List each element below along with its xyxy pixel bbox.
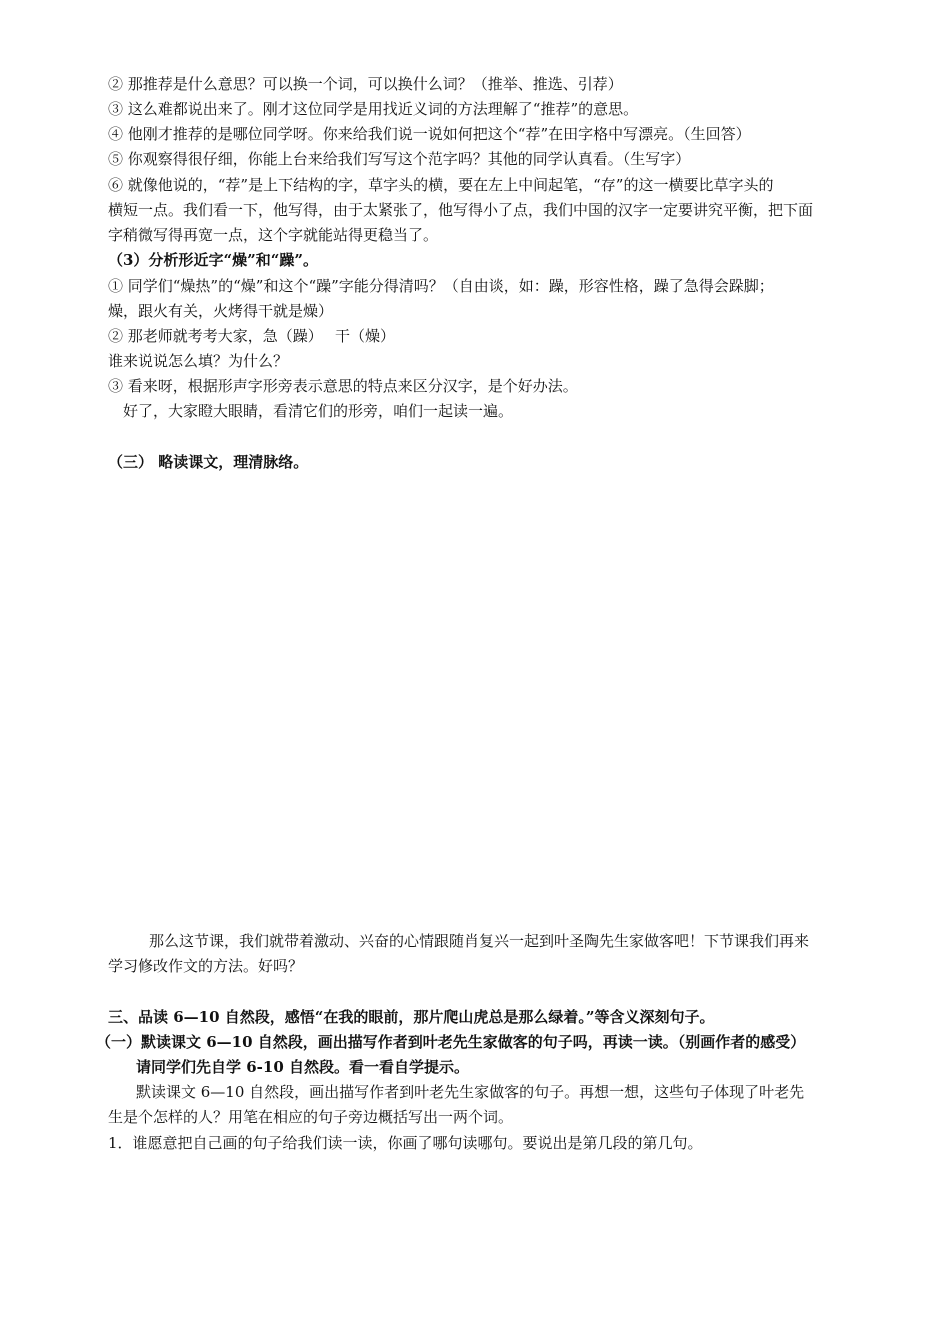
text-line: ② 那推荐是什么意思？可以换一个词，可以换什么词？（推举、推选、引荐） — [108, 75, 623, 93]
text-line: 字稍微写得再宽一点，这个字就能站得更稳当了。 — [108, 226, 439, 244]
text-line: ④ 他刚才推荐的是哪位同学呀。你来给我们说一说如何把这个“荐”在田字格中写漂亮。（生回答） — [108, 125, 751, 143]
text-line: 那么这节课，我们就带着激动、兴奋的心情跟随肖复兴一起到叶圣陶先生家做客吧！下节课我们再来 — [134, 932, 810, 950]
sub-heading: （3）分析形近字“燥”和“躁”。 — [108, 251, 318, 269]
section-heading: 三、品读 6—10 自然段，感悟“在我的眼前，那片爬山虎总是那么绿着。”等含义深刻句子。 — [108, 1008, 715, 1026]
sub-heading: 请同学们先自学 6-10 自然段。看一看自学提示。 — [136, 1058, 469, 1076]
text-line: 生是个怎样的人？用笔在相应的句子旁边概括写出一两个词。 — [108, 1108, 514, 1126]
text-line: 横短一点。我们看一下，他写得，由于太紧张了，他写得小了点，我们中国的汉字一定要讲究平衡，把下面 — [108, 201, 814, 219]
text-line: 学习修改作文的方法。好吗？ — [108, 957, 304, 975]
text-line: 默读课文 6—10 自然段，画出描写作者到叶老先生家做客的句子。再想一想，这些句子体现了叶老先 — [136, 1083, 805, 1101]
text-line: ③ 这么难都说出来了。刚才这位同学是用找近义词的方法理解了“推荐”的意思。 — [108, 100, 639, 118]
text-line: 谁来说说怎么填？为什么？ — [108, 352, 289, 370]
text-line: ⑤ 你观察得很仔细，你能上台来给我们写写这个范字吗？其他的同学认真看。（生写字） — [108, 150, 691, 168]
text-line: ① 同学们“燥热”的“燥”和这个“躁”字能分得清吗？（自由谈，如：躁，形容性格，躁了急得会跺脚； — [108, 277, 774, 295]
text-line: ⑥ 就像他说的，“荐”是上下结构的字，草字头的横，要在左上中间起笔，“存”的这一横要比草字头的 — [108, 176, 774, 194]
section-heading: （三） 略读课文，理清脉络。 — [108, 453, 309, 471]
text-line: ③ 看来呀，根据形声字形旁表示意思的特点来区分汉字，是个好办法。 — [108, 377, 578, 395]
text-line: 好了，大家瞪大眼睛，看清它们的形旁，咱们一起读一遍。 — [108, 402, 514, 420]
text-line: 燥，跟火有关，火烤得干就是燥） — [108, 302, 334, 320]
sub-heading: （一）默读课文 6—10 自然段，画出描写作者到叶老先生家做客的句子吗，再读一读。（别画作者的感受） — [96, 1033, 806, 1051]
text-line: 1．谁愿意把自己画的句子给我们读一读，你画了哪句读哪句。要说出是第几段的第几句。 — [108, 1134, 703, 1152]
text-line: ② 那老师就考考大家，急（躁） 干（燥） — [108, 327, 396, 345]
